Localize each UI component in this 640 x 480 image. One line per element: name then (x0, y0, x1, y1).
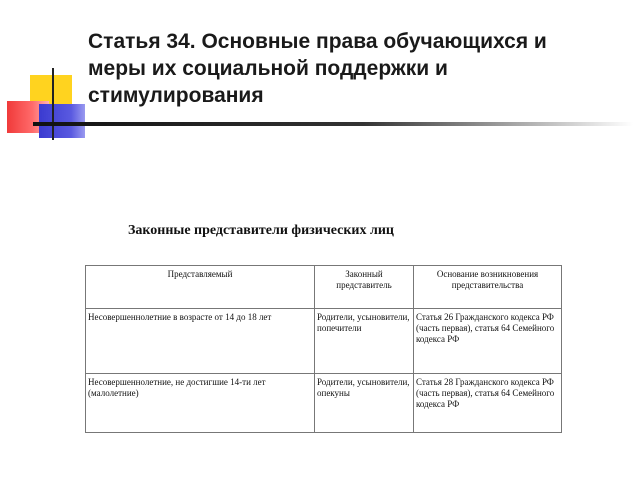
cell-represented: Несовершеннолетние в возрасте от 14 до 18 лет (86, 309, 315, 374)
header-represented: Представляемый (86, 266, 315, 309)
cell-represented: Несовершеннолетние, не достигшие 14-ти лет (малолетние) (86, 374, 315, 433)
table-row (86, 309, 562, 374)
table-header-row (86, 266, 562, 309)
slide-title: Статья 34. Основные права обучающихся и меры их социальной поддержки и стимулирования (88, 30, 547, 107)
cell-basis: Статья 26 Гражданского кодекса РФ (часть первая), статья 64 Семейного кодекса РФ (414, 309, 562, 374)
header-basis: Основание возникновения представительства (414, 266, 562, 309)
header-legal-representative: Законный представитель (315, 266, 414, 309)
table-caption: Законные представители физических лиц (128, 223, 394, 238)
cell-legal-representative: Родители, усыновители, опекуны (315, 374, 414, 433)
title-underline (33, 122, 633, 126)
representatives-table (85, 265, 562, 433)
decor-vertical-line (52, 68, 54, 140)
table-row (86, 374, 562, 433)
cell-basis: Статья 28 Гражданского кодекса РФ (часть первая), статья 64 Семейного кодекса РФ (414, 374, 562, 433)
cell-legal-representative: Родители, усыновители, попечители (315, 309, 414, 374)
decor-blue-square (39, 104, 85, 138)
